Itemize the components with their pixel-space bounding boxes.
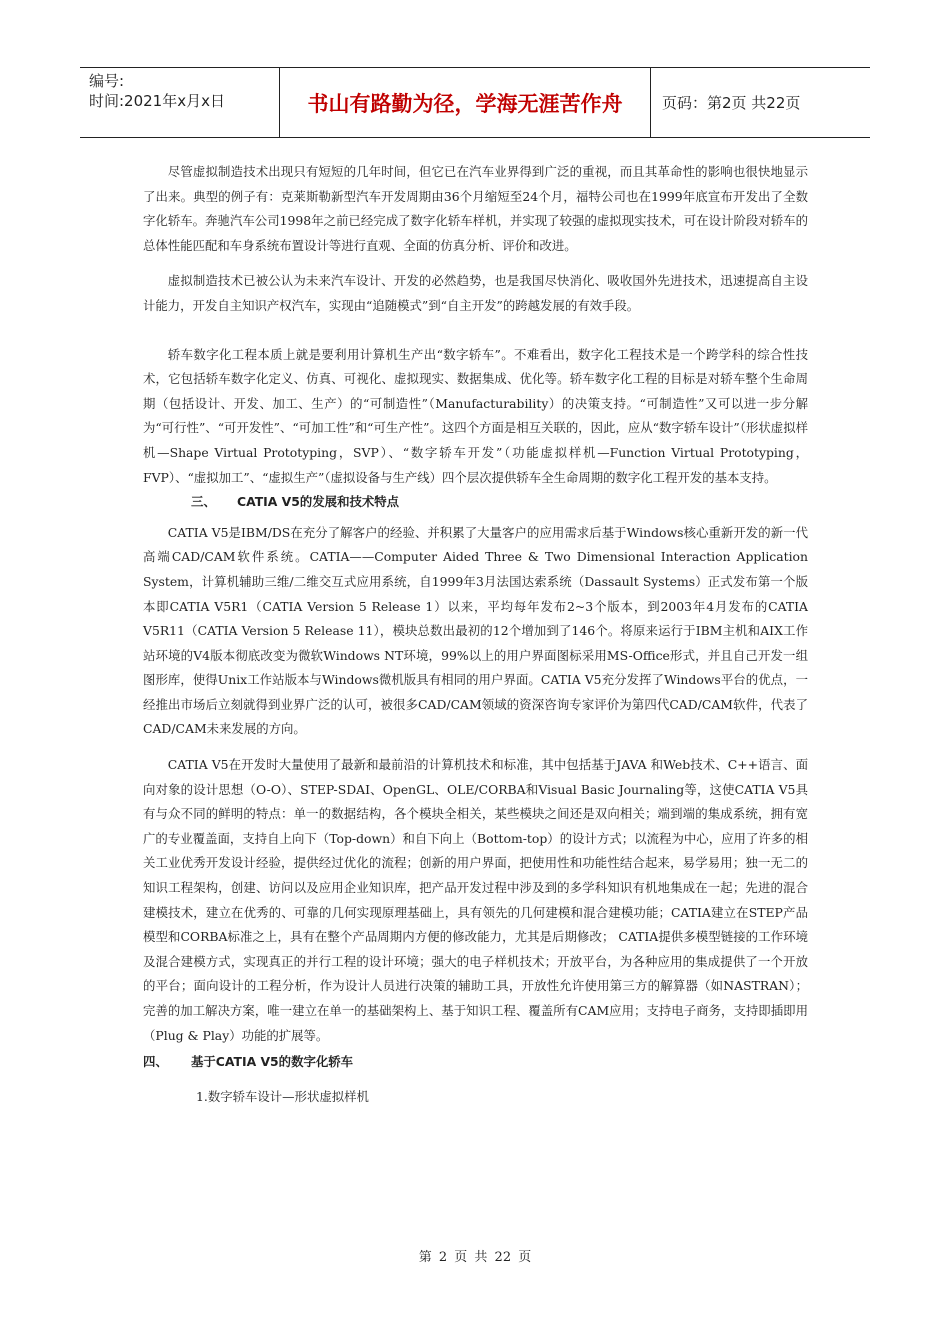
section-number: 三、 — [191, 494, 216, 510]
section-heading-3 — [191, 490, 808, 515]
section-heading-4 — [143, 1050, 808, 1075]
subsection-title: 1.数字轿车设计—形状虚拟样机 — [196, 1088, 369, 1104]
header-meta — [80, 68, 280, 137]
header-page-info: 页码：第2页 共22页 — [662, 94, 801, 112]
header-motto: 书山有路勤为径，学海无涯苦作舟 — [280, 68, 651, 137]
paragraph: 尽管虚拟制造技术出现只有短短的几年时间，但它已在汽车业界得到广泛的重视，而且其革命性的影响也很快地显示了出来。典型的例子有：克莱斯勒新型汽车开发周期由36个月缩短至24个月，福特公司也在1999年底宣布开发出了全数字化轿车。奔驰汽车公司1998年之前已经完成了数字化轿车样机，并实现了较强的虚拟现实技术，可在设计阶段对轿车的总体性能匹配和车身系统布置设计等进行直观、全面的仿真分析、评价和改进。 — [143, 164, 808, 253]
section-title: CATIA V5的发展和技术特点 — [237, 494, 400, 510]
document-date: 时间:2021年x月x日 — [89, 92, 225, 110]
page-header — [80, 67, 870, 138]
paragraph: 轿车数字化工程本质上就是要利用计算机生产出“数字轿车”。不难看出，数字化工程技术是一个跨学科的综合性技术，它包括轿车数字化定义、仿真、可视化、虚拟现实、数据集成、优化等。轿车数字化工程的目标是对轿车整个生命周期（包括设计、开发、加工、生产）的“可制造性”（Manufacturability）的决策支持。“可制造性”又可以进一步分解为“可行性”、“可开发性”、“可加工性”和“可生产性”。这四个方面是相互关联的，因此，应从“数字轿车设计”（形状虚拟样机—Shape Virtual Prototyping，SVP）、“数字轿车开发”（功能虚拟样机—Function Virtual Prototyping，FVP）、“虚拟加工”、“虚拟生产”（虚拟设备与生产线）四个层次提供轿车全生命周期的数字化工程开发的基本支持。 — [143, 346, 808, 485]
section-number: 四、 — [143, 1054, 168, 1070]
section-title: 基于CATIA V5的数字化轿车 — [191, 1054, 354, 1070]
paragraph: CATIA V5在开发时大量使用了最新和最前沿的计算机技术和标准，其中包括基于JAVA 和Web技术、C++语言、面向对象的设计思想（O-O）、STEP-SDAI、OpenGL、OLE/CORBA和Visual Basic Journaling等，这使CATIA V5具有与众不同的鲜明的特点：单一的数据结构，各个模块全相关，某些模块之间还是双向相关；端到端的集成系统，拥有宽广的专业覆盖面，支持自上向下（Top-down）和自下向上（Bottom-top）的设计方式；以流程为中心，应用了许多的相关工业优秀开发设计经验，提供经过优化的流程；创新的用户界面，把使用性和功能性结合起来，易学易用；独一无二的知识工程架构，创建、访问以及应用企业知识库，把产品开发过程中涉及到的多学科知识有机地集成在一起；先进的混合建模技术，建立在优秀的、可靠的几何实现原理基础上，具有领先的几何建模和混合建模功能；CATIA建立在STEP产品模型和CORBA标准之上，具有在整个产品周期内方便的修改能力，尤其是后期修改； CATIA提供多模型链接的工作环境及混合建模方式，实现真正的并行工程的设计环境；强大的电子样机技术；开放平台，为各种应用的集成提供了一个开放的平台；面向设计的工程分析，作为设计人员进行决策的辅助工具，开放性允许使用第三方的解算器（如NASTRAN）；完善的加工解决方案，唯一建立在单一的基础架构上、基于知识工程、覆盖所有CAM应用；支持电子商务，支持即插即用（Plug & Play）功能的扩展等。 — [143, 757, 808, 1043]
page-footer: 第 2 页 共 22 页 — [418, 1250, 532, 1265]
document-body — [143, 160, 808, 1109]
paragraph: CATIA V5是IBM/DS在充分了解客户的经验、并积累了大量客户的应用需求后基于Windows核心重新开发的新一代高端CAD/CAM软件系统。CATIA——Computer Aided Three & Two Dimensional Interaction Application System，计算机辅助三维/二维交互式应用系统，自1999年3月法国达索系统（Dassault Systems）正式发布第一个版本即CATIA V5R1（CATIA Version 5 Release 1）以来，平均每年发布2~3个版本，到2003年4月发布的CATIA V5R11（CATIA Version 5 Release 11），模块总数出最初的12个增加到了146个。将原来运行于IBM主机和AIX工作站环境的V4版本彻底改变为微软Windows NT环境，99%以上的用户界面图标采用MS-Office形式，并且自己开发一组图形库，使得Unix工作站版本与Windows微机版具有相同的用户界面。CATIA V5充分发挥了Windows平台的优点，一经推出市场后立刻就得到业界广泛的认可，被很多CAD/CAM领域的资深咨询专家评价为第四代CAD/CAM软件，代表了CAD/CAM未来发展的方向。 — [143, 524, 808, 737]
paragraph: 虚拟制造技术已被公认为未来汽车设计、开发的必然趋势，也是我国尽快消化、吸收国外先进技术，迅速提高自主设计能力，开发自主知识产权汽车，实现由“追随模式”到“自主开发”的跨越发展的有效手段。 — [143, 273, 808, 313]
document-number: 编号: — [89, 72, 125, 90]
